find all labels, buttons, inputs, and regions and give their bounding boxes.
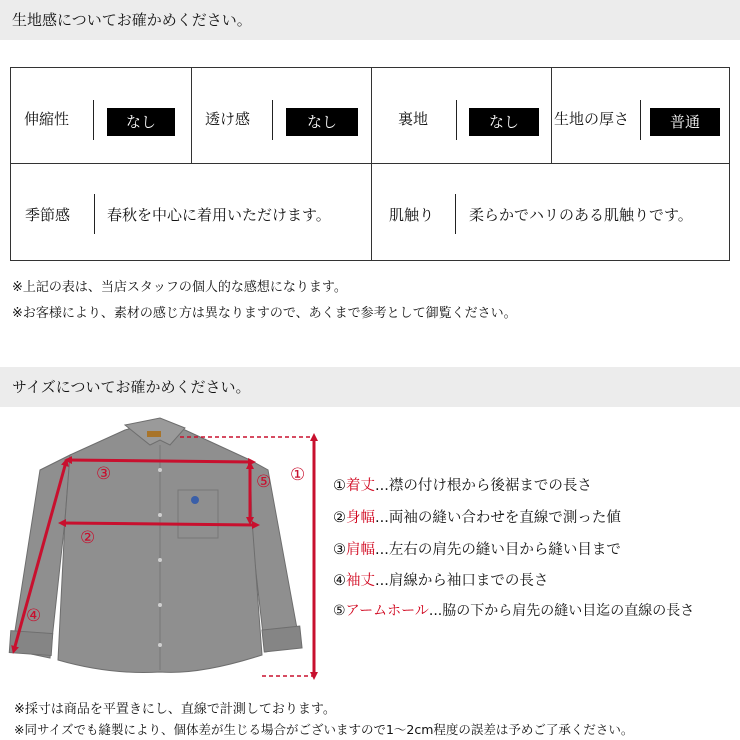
marker-1: ① bbox=[290, 465, 306, 485]
fabric-table bbox=[10, 67, 730, 261]
fabric-section-title: 生地感についてお確かめください。 bbox=[0, 0, 740, 40]
thickness-value-badge: 普通 bbox=[650, 108, 720, 136]
measure-line-width bbox=[62, 523, 256, 525]
fabric-note-2: ※お客様により、素材の感じ方は異なりますので、あくまで参考として御覧ください。 bbox=[12, 306, 517, 321]
size-note-2: ※同サイズでも縫製により、個体差が生じる場合がございますので1～2cm程度の誤差は予めご了承ください。 bbox=[14, 722, 634, 737]
legend-length: ①着丈...襟の付け根から後裾までの長さ bbox=[333, 478, 592, 494]
sheerness-value-badge: なし bbox=[286, 108, 358, 136]
lining-value-badge: なし bbox=[469, 108, 539, 136]
lining-label: 裏地 bbox=[398, 110, 429, 128]
size-section-title: サイズについてお確かめください。 bbox=[0, 367, 740, 407]
legend-armhole: ⑤アームホール...脇の下から肩先の縫い目迄の直線の長さ bbox=[333, 603, 695, 619]
marker-2: ② bbox=[80, 528, 96, 548]
texture-label: 肌触り bbox=[389, 206, 435, 224]
texture-text: 柔らかでハリのある肌触りです。 bbox=[469, 206, 693, 224]
shirt-image bbox=[12, 420, 300, 673]
logo-emblem bbox=[191, 496, 199, 504]
thickness-label: 生地の厚さ bbox=[554, 110, 630, 128]
fabric-note-1: ※上記の表は、当店スタッフの個人的な感想になります。 bbox=[12, 280, 347, 295]
sheerness-label: 透け感 bbox=[205, 110, 251, 128]
stretch-label: 伸縮性 bbox=[24, 110, 70, 128]
marker-4: ④ bbox=[26, 606, 42, 626]
size-note-1: ※採寸は商品を平置きにし、直線で計測しております。 bbox=[14, 702, 336, 717]
legend-sleeve: ④袖丈...肩線から袖口までの長さ bbox=[333, 573, 549, 589]
season-label: 季節感 bbox=[25, 206, 71, 224]
legend-body-width: ②身幅...両袖の縫い合わせを直線で測った値 bbox=[333, 510, 621, 526]
marker-5: ⑤ bbox=[256, 472, 272, 492]
season-text: 春秋を中心に着用いただけます。 bbox=[107, 206, 331, 224]
measure-line-shoulder bbox=[68, 460, 252, 462]
legend-shoulder: ③肩幅...左右の肩先の縫い目から縫い目まで bbox=[333, 542, 621, 558]
stretch-value-badge: なし bbox=[107, 108, 175, 136]
brand-tag bbox=[147, 431, 161, 437]
shirt-measurement-diagram bbox=[0, 412, 330, 684]
marker-3: ③ bbox=[96, 464, 112, 484]
